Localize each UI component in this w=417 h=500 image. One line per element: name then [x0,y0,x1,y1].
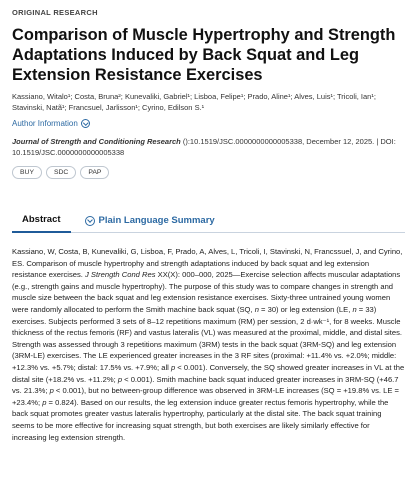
abstract-text: = 33) exercises. Subjects performed 3 sets of 8–12 repetitions maximum (RM) per session, 2 d·wk⁻¹, for 8 weeks. Muscle thickness of the rectus femoris (RF) and vastus lateralis (VL) was measured at the proximal, middle, and distal sites. Strength was assessed through 3 repetitions maximum (3RM) tests in the back squat (3RM-SQ) and leg extension (3RM-LE) exercises. The LE experienced greater increases in the 3 RF sites (proximal: +11.4% vs. +2.0%; middle: +12.3% vs. +5.7%; distal: 17.5% vs. +7.9%; all [12,304,402,372]
citation-details: ():10.1519/JSC.0000000000005338, December 12, 2025. | DOI: 10.1519/JSC.0000000000005338 [12,137,396,157]
article-type-label: ORIGINAL RESEARCH [12,8,98,17]
abstract-italic: p [170,362,176,372]
content-tabs [12,208,405,233]
tab-plain-language-summary[interactable] [71,215,225,232]
abstract-text: = 0.824). Based on our results, the leg extension induce greater rectus femoris hypertrophy, while the back squat promotes greater vastus lateralis hypertrophy, particularly at the distal site. The back squat training seems to be more effective for increasing squat strength, but both exercises are likely similarly effective for increasing leg extension strength. [12,397,389,442]
abstract-body [12,246,405,443]
author-information-label: Author Information [12,118,78,128]
pap-button[interactable]: PAP [80,166,109,179]
tab-abstract[interactable]: Abstract [12,214,71,233]
chevron-down-icon [81,119,90,128]
abstract-text: XX(X): 000–000, 2025—Exercise selection affects muscular adaptations (e.g., strength gains and muscle hypertrophy). The purpose of this study was to compare changes in strength and muscle size between the back squat and leg extension resistance exercises. Sixty-three untrained young women were randomly allocated to perform the Smith machine back squat (SQ, [12,270,401,314]
abstract-text: < 0.001). Smith machine back squat induced greater increases in 3RM-SQ (+46.7 vs. 21.3%; [12,374,399,396]
abstract-italic: n [254,304,259,314]
abstract-italic: p [42,397,47,407]
abstract-italic: p [117,374,123,384]
article-title: Comparison of Muscle Hypertrophy and Strength Adaptations Induced by Back Squat and Leg Extension Resistance Exercises [12,26,396,84]
journal-name: Journal of Strength and Conditioning Research [12,137,181,146]
abstract-italic: p [49,386,54,396]
chevron-down-icon [85,216,95,226]
abstract-text: < 0.001), but no between-group difference was observed in 3RM-LE increases (SQ = +19.8% vs. LE = +23.4%; [12,386,399,407]
abstract-text: < 0.001). Conversely, the SQ showed greater increases in VL at the distal site (+18.2% vs. +11.2%; [12,362,405,384]
author-list[interactable]: Kassiano, Witalo¹; Costa, Bruna²; Kunevaliki, Gabriel¹; Lisboa, Felipe¹; Prado, Aline¹; Alves, Luis¹; Tricoli, Ian¹; Stavinski, Natã¹; Francsuel, Jarlisson¹; Cyrino, Edilson S.¹ [12,92,376,112]
abstract-journal-ref: J Strength Cond Res [85,270,156,280]
sdc-button[interactable]: SDC [46,166,76,179]
citation-line [12,137,405,158]
abstract-italic: n [352,304,357,314]
abstract-text: Kassiano, W, Costa, B, Kunevaliki, G, Lisboa, F, Prado, A, Alves, L, Tricoli, I, Stavinski, N, Francssuel, J, and Cyrino, ES. Comparison of muscle hypertrophy and strength adaptations induced by back squat and leg extension resistance exercises. [12,247,403,280]
plain-language-summary-label: Plain Language Summary [98,215,215,226]
buy-button[interactable]: BUY [12,166,42,179]
abstract-text: = 30) or leg extension (LE, [258,304,353,314]
author-information-toggle[interactable] [12,117,405,129]
action-pills [12,166,405,179]
